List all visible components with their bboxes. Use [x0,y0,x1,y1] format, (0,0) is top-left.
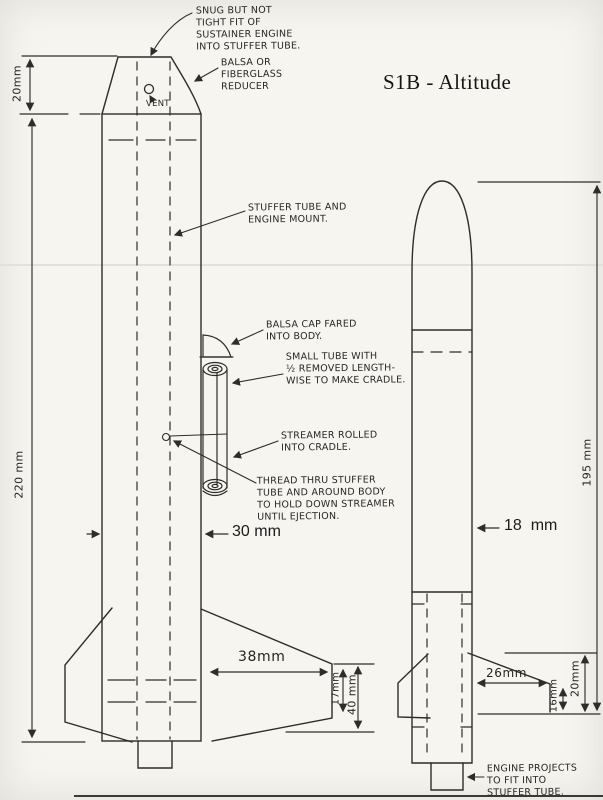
streamer-cradle [200,335,233,496]
dim-left-nose-height: 20mm [10,64,24,103]
dim-left-fin-height: 40 mm [345,674,359,715]
annotation-snug-fit: SNUG BUT NOT TIGHT FIT OF SUSTAINER ENGINE INTO STUFFER TUBE. [195,4,301,53]
annotation-balsa-cap: BALSA CAP FARED INTO BODY. [265,318,357,343]
dim-left-body-diameter: 30 mm [232,523,281,540]
dim-left-fin-root: 38mm [238,649,286,665]
dim-right-body-diameter: 18 mm [504,517,558,534]
dimension-lines [20,56,600,742]
left-rocket [65,57,332,768]
right-rocket-left-fin [398,654,430,718]
right-rocket [398,181,550,790]
dim-left-fin-tip: 17mm [330,671,342,706]
right-rocket-engine [431,763,463,790]
annotation-vent: VENT [145,98,170,110]
left-rocket-right-fin [201,609,332,741]
left-rocket-left-fin [65,608,132,742]
annotation-engine-projects: ENGINE PROJECTS TO FIT INTO STUFFER TUBE. [486,762,578,799]
annotation-small-tube: SMALL TUBE WITH ½ REMOVED LENGTH- WISE TO MAKE CRADLE. [285,350,406,387]
dim-right-fin-height: 20mm [568,659,582,698]
dim-right-fin-root: 26mm [486,666,528,680]
annotation-stuffer-tube: STUFFER TUBE AND ENGINE MOUNT. [247,201,347,226]
dim-right-fin-tip: 16mm [548,678,560,713]
dim-right-body-length: 195 mm [580,438,594,487]
dim-left-body-length: 220 mm [12,450,26,499]
annotation-thread: THREAD THRU STUFFER TUBE AND AROUND BODY TO HOLD DOWN STREAMER UNTIL EJECTION. [256,474,395,523]
annotation-reducer: BALSA OR FIBERGLASS REDUCER [220,56,283,93]
page-title: S1B - Altitude [383,70,512,94]
annotation-streamer: STREAMER ROLLED INTO CRADLE. [280,429,378,454]
left-rocket-engine [138,741,172,768]
